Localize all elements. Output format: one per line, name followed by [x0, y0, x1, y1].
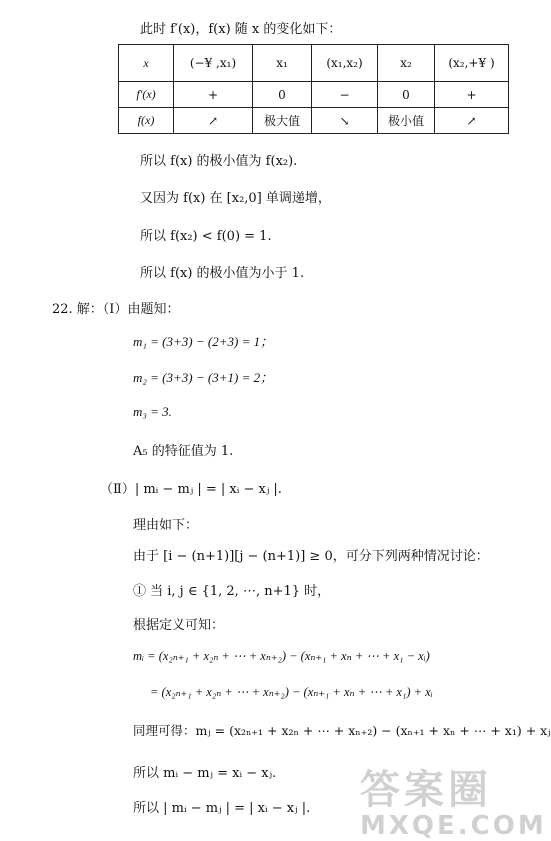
table-row: [119, 45, 509, 82]
text-line: 由于 [i − (n+1)][j − (n+1)] ≥ 0，可分下列两种情况讨论：: [133, 549, 489, 564]
table-cell: (x₁,x₂): [312, 45, 378, 82]
text-line: 又因为 f(x) 在 [x₂,0] 单调递增，: [140, 191, 331, 206]
equation-line: 同理可得：mⱼ = (x₂ₙ₊₁ + x₂ₙ + ⋯ + xₙ₊₂) − (xₙ₊₁ + xₙ + ⋯ + x₁) + xⱼ: [133, 723, 551, 738]
table-cell: ↗: [174, 108, 253, 134]
equation-line: 所以 | mᵢ − mⱼ | = | xᵢ − xⱼ |.: [133, 801, 311, 816]
equation-line: = (x₂ₙ₊₁ + x₂ₙ + ⋯ + xₙ₊₂) − (xₙ₊₁ + xₙ + ⋯ + x₁) + xᵢ: [150, 685, 433, 699]
table-cell: f(x): [119, 108, 174, 134]
table-cell: x₂: [378, 45, 435, 82]
text-line: 所以 f(x) 的极小值为 f(x₂).: [140, 154, 298, 169]
table-cell: (−¥ ,x₁): [174, 45, 253, 82]
table-cell: f′(x): [119, 82, 174, 108]
equation-line: mᵢ = (x₂ₙ₊₁ + x₂ₙ + ⋯ + xₙ₊₂) − (xₙ₊₁ + xₙ + ⋯ + x₁ − xᵢ): [133, 649, 430, 663]
text-line: 所以 f(x) 的极小值为小于 1.: [140, 266, 305, 281]
watermark-logo: [360, 768, 547, 840]
table-cell: (x₂,+¥ ): [435, 45, 509, 82]
intro-text: 此时 f′(x)，f(x) 随 x 的变化如下：: [140, 22, 342, 37]
table-row: [119, 108, 509, 134]
part-2-heading: （Ⅱ）| mᵢ − mⱼ | = | xᵢ − xⱼ |.: [100, 482, 282, 497]
table-cell: 极小值: [378, 108, 435, 134]
table-cell: ↘: [312, 108, 378, 134]
equation-line: m₃ = 3.: [133, 404, 172, 419]
equation-line: 所以 mᵢ − mⱼ = xᵢ − xⱼ.: [133, 766, 277, 781]
watermark-url: MXQE.COM: [360, 811, 547, 841]
table-cell: x: [119, 45, 174, 82]
text-line: ① 当 i, j ∈ {1, 2, ⋯, n+1} 时，: [133, 584, 331, 599]
problem-22-heading: 22. 解：（Ⅰ）由题知：: [52, 302, 180, 317]
text-line: A₅ 的特征值为 1.: [133, 444, 234, 459]
text-line: 根据定义可知：: [133, 618, 225, 633]
table-cell: 0: [378, 82, 435, 108]
table-cell: −: [312, 82, 378, 108]
text-line: 所以 f(x₂) < f(0) = 1.: [140, 229, 272, 244]
text-line: 理由如下：: [133, 518, 199, 533]
equation-line: m₁ = (3+3) − (2+3) = 1；: [133, 334, 274, 349]
table-cell: ↗: [435, 108, 509, 134]
table-row: [119, 82, 509, 108]
table-cell: +: [174, 82, 253, 108]
table-cell: x₁: [253, 45, 312, 82]
table-cell: 0: [253, 82, 312, 108]
variation-table: [118, 44, 509, 134]
equation-line: m₂ = (3+3) − (3+1) = 2；: [133, 370, 274, 385]
watermark-text: 答案圈: [360, 767, 492, 813]
table-cell: 极大值: [253, 108, 312, 134]
table-cell: +: [435, 82, 509, 108]
